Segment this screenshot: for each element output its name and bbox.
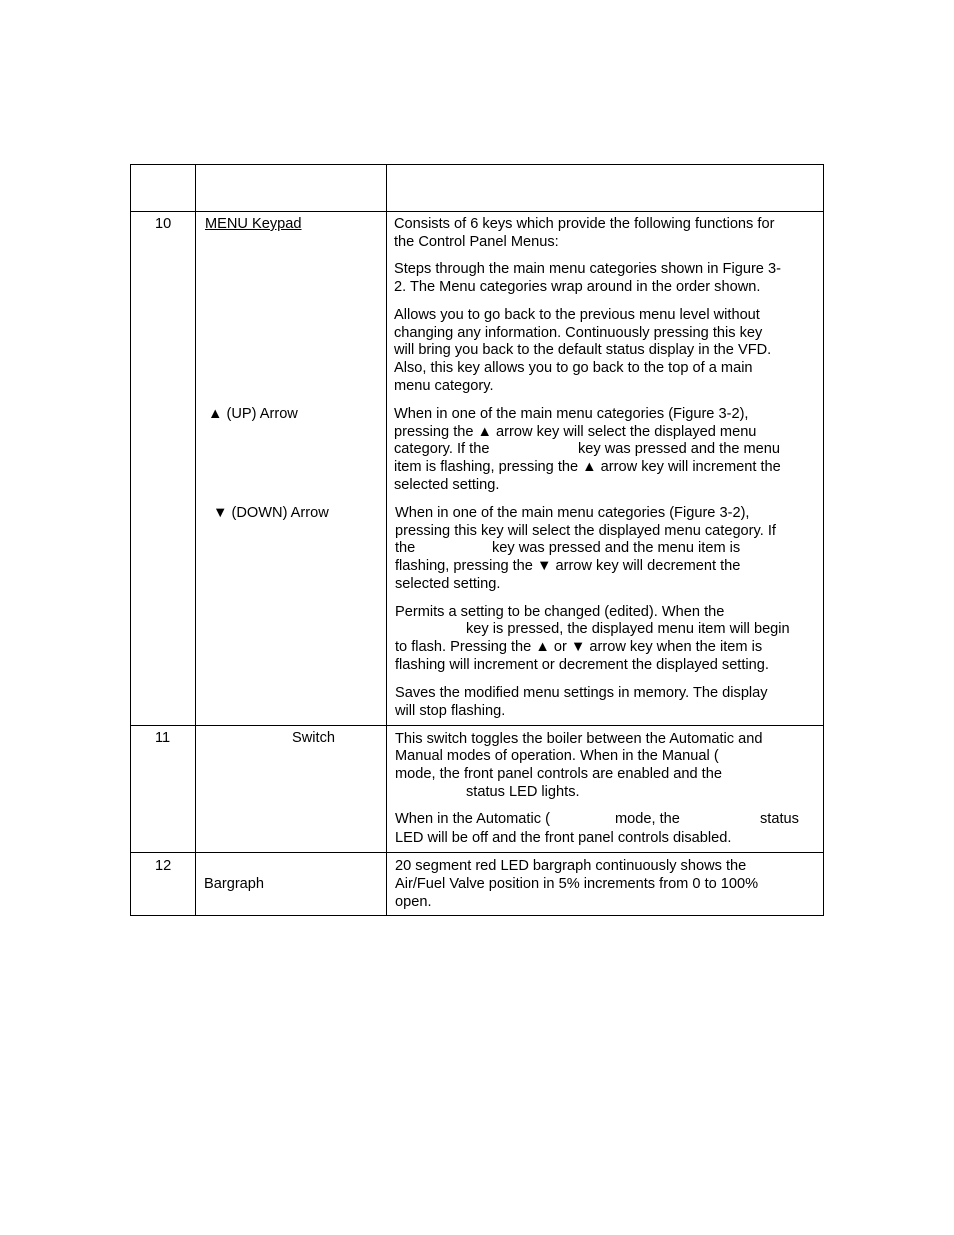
description-line: Allows you to go back to the previous menu level without	[394, 307, 760, 323]
column-divider	[195, 165, 196, 915]
description-line: When in one of the main menu categories (Figure 3-2),	[394, 406, 749, 422]
description-line: to flash. Pressing the ▲ or ▼ arrow key when the item is	[395, 639, 763, 655]
item-name: Bargraph	[204, 876, 265, 892]
description-line: 2. The Menu categories wrap around in the order shown.	[394, 279, 761, 295]
description-line: menu category.	[394, 378, 494, 394]
description-line: changing any information. Continuously pressing this key	[394, 325, 763, 341]
item-number: 12	[155, 858, 172, 874]
description-line: Permits a setting to be changed (edited). When the	[395, 604, 725, 620]
description-line: LED will be off and the front panel controls disabled.	[395, 830, 732, 846]
description-line: When in one of the main menu categories (Figure 3-2),	[395, 505, 750, 521]
item-number: 11	[155, 730, 171, 746]
description-line: pressing this key will select the displayed menu category. If	[395, 523, 776, 539]
description-line: Manual modes of operation. When in the Manual (	[395, 748, 719, 764]
description-line: the	[395, 540, 416, 556]
description-line: mode, the front panel controls are enabled and the	[395, 766, 722, 782]
description-line: status	[760, 811, 799, 827]
description-line: will stop flashing.	[395, 703, 506, 719]
description-line: category. If the	[394, 441, 490, 457]
description-line: Air/Fuel Valve position in 5% increments from 0 to 100%	[395, 876, 759, 892]
description-line: This switch toggles the boiler between the Automatic and	[395, 731, 763, 747]
description-line: 20 segment red LED bargraph continuously shows the	[395, 858, 747, 874]
description-line: selected setting.	[395, 576, 501, 592]
description-line: flashing will increment or decrement the displayed setting.	[395, 657, 769, 673]
description-line: Saves the modified menu settings in memory. The display	[395, 685, 768, 701]
item-number: 10	[155, 216, 172, 232]
description-line: key was pressed and the menu item is	[492, 540, 741, 556]
description-line: When in the Automatic (	[395, 811, 550, 827]
description-line: status LED lights.	[466, 784, 580, 800]
description-line: key was pressed and the menu	[578, 441, 780, 457]
description-line: key is pressed, the displayed menu item will begin	[466, 621, 790, 637]
row-divider	[131, 725, 823, 726]
description-line: Consists of 6 keys which provide the following functions for	[394, 216, 775, 232]
description-line: Also, this key allows you to go back to the top of a main	[394, 360, 753, 376]
description-line: mode, the	[615, 811, 680, 827]
down-arrow-label: ▼ (DOWN) Arrow	[213, 505, 329, 521]
description-line: Steps through the main menu categories shown in Figure 3-	[394, 261, 781, 277]
row-divider	[131, 852, 823, 853]
description-line: open.	[395, 894, 432, 910]
function-table	[130, 164, 824, 916]
description-line: flashing, pressing the ▼ arrow key will decrement the	[395, 558, 741, 574]
column-divider	[386, 165, 387, 915]
description-line: the Control Panel Menus:	[394, 234, 559, 250]
up-arrow-label: ▲ (UP) Arrow	[208, 406, 298, 422]
header-divider	[131, 211, 823, 212]
description-line: selected setting.	[394, 477, 500, 493]
item-name: MENU Keypad	[205, 216, 302, 232]
item-name: Switch	[292, 730, 335, 746]
description-line: item is flashing, pressing the ▲ arrow key will increment the	[394, 459, 781, 475]
description-line: will bring you back to the default status display in the VFD.	[394, 342, 772, 358]
description-line: pressing the ▲ arrow key will select the displayed menu	[394, 424, 757, 440]
